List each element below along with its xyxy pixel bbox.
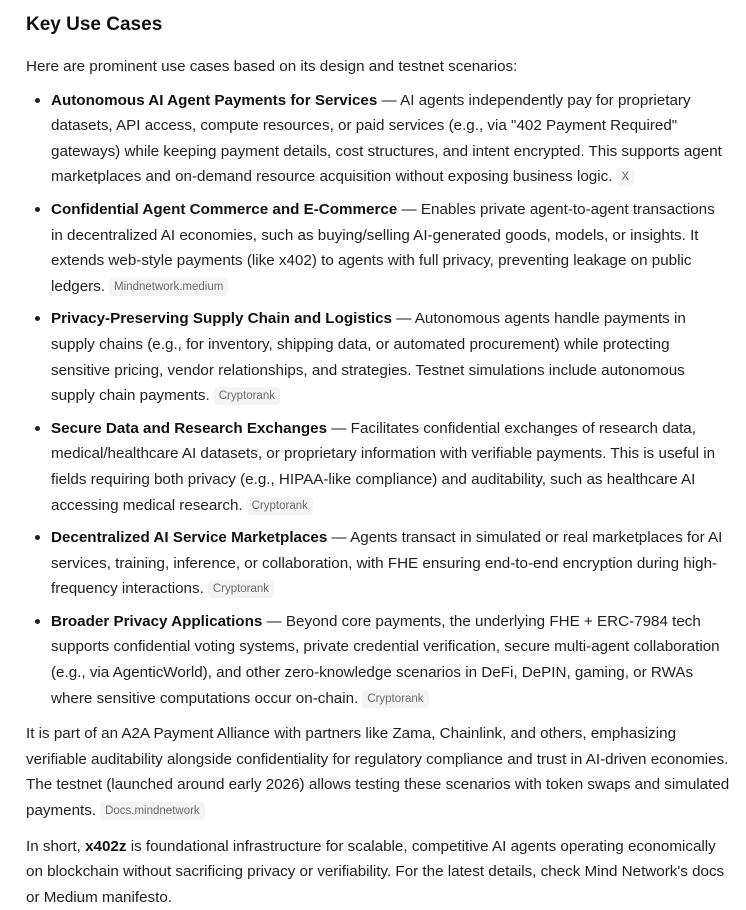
section-heading: Key Use Cases — [26, 14, 163, 35]
summary-lead: In short, — [26, 837, 86, 855]
use-case-item — [51, 525, 730, 602]
summary-paragraph — [26, 834, 730, 910]
use-case-title: Decentralized AI Service Marketplaces — [51, 529, 328, 547]
use-case-text: — Enables private agent-to-agent transactions in decentralized AI economies, such as buying/selling AI-generated goods, models, or insights. It extends web-style payments (like x402) to agents with full privacy, preventing leakage on public ledgers. — [51, 200, 715, 295]
use-case-title: Confidential Agent Commerce and E-Commerce — [51, 200, 398, 218]
source-citation-chip[interactable]: Cryptorank — [214, 387, 280, 405]
use-case-title: Broader Privacy Applications — [51, 612, 263, 630]
use-case-item — [51, 306, 730, 408]
use-case-text: — Facilitates confidential exchanges of research data, medical/healthcare AI datasets, or proprietary information with verifiable payments. This is useful in fields requiring both privacy (e.g., HIPAA-like compliance) and auditability, such as healthcare AI accessing medical research. — [51, 419, 716, 514]
intro-paragraph: Here are prominent use cases based on its design and testnet scenarios: — [26, 58, 518, 75]
use-case-item — [51, 416, 730, 518]
use-case-title: Autonomous AI Agent Payments for Services — [51, 91, 378, 109]
summary-text: is foundational infrastructure for scalable, competitive AI agents operating economically on blockchain without sacrificing privacy or verifiability. For the latest details, check Mind Network's docs or Medium manifesto. — [26, 837, 725, 906]
use-case-item — [51, 197, 730, 299]
source-citation-chip[interactable]: Cryptorank — [362, 690, 428, 708]
source-citation-chip[interactable]: Docs.mindnetwork — [100, 802, 205, 820]
use-case-item — [51, 88, 730, 190]
source-citation-chip[interactable]: Cryptorank — [208, 580, 274, 598]
use-case-list — [26, 88, 730, 712]
source-citation-chip[interactable]: X — [616, 168, 634, 186]
alliance-paragraph — [26, 721, 730, 823]
use-case-title: Privacy-Preserving Supply Chain and Logistics — [51, 310, 392, 328]
summary-bold-term: x402z — [85, 837, 127, 855]
source-citation-chip[interactable]: Cryptorank — [247, 497, 313, 515]
alliance-text: It is part of an A2A Payment Alliance with partners like Zama, Chainlink, and others, emphasizing verifiable auditability alongside confidentiality for regulatory compliance and trust in AI-driven economies. The testnet (launched around early 2026) allows testing these scenarios with token swaps and simulated payments. — [26, 725, 730, 820]
source-citation-chip[interactable]: Mindnetwork.medium — [109, 278, 228, 296]
use-case-text: — Autonomous agents handle payments in supply chains (e.g., for inventory, shipping data, or automated procurement) while protecting sensitive pricing, vendor relationships, and strategies. Testnet simulations include autonomous supply chain payments. — [51, 310, 686, 405]
use-case-item — [51, 609, 730, 711]
use-case-text: — AI agents independently pay for proprietary datasets, API access, compute resources, or paid services (e.g., via "402 Payment Required" gateways) while keeping payment details, cost structures, and intent encrypted. This supports agent marketplaces and on-demand resource acquisition without exposing business logic. — [51, 91, 722, 186]
use-case-text: — Beyond core payments, the underlying FHE + ERC-7984 tech supports confidential voting systems, private credential verification, secure multi-agent collaboration (e.g., via AgenticWorld), and other zero-knowledge scenarios in DeFi, DePIN, gaming, or RWAs where sensitive computations occur on-chain. — [51, 612, 720, 707]
use-case-text: — Agents transact in simulated or real marketplaces for AI services, training, inference, or collaboration, with FHE ensuring end-to-end encryption during high-frequency interactions. — [51, 529, 723, 598]
use-case-title: Secure Data and Research Exchanges — [51, 419, 328, 437]
